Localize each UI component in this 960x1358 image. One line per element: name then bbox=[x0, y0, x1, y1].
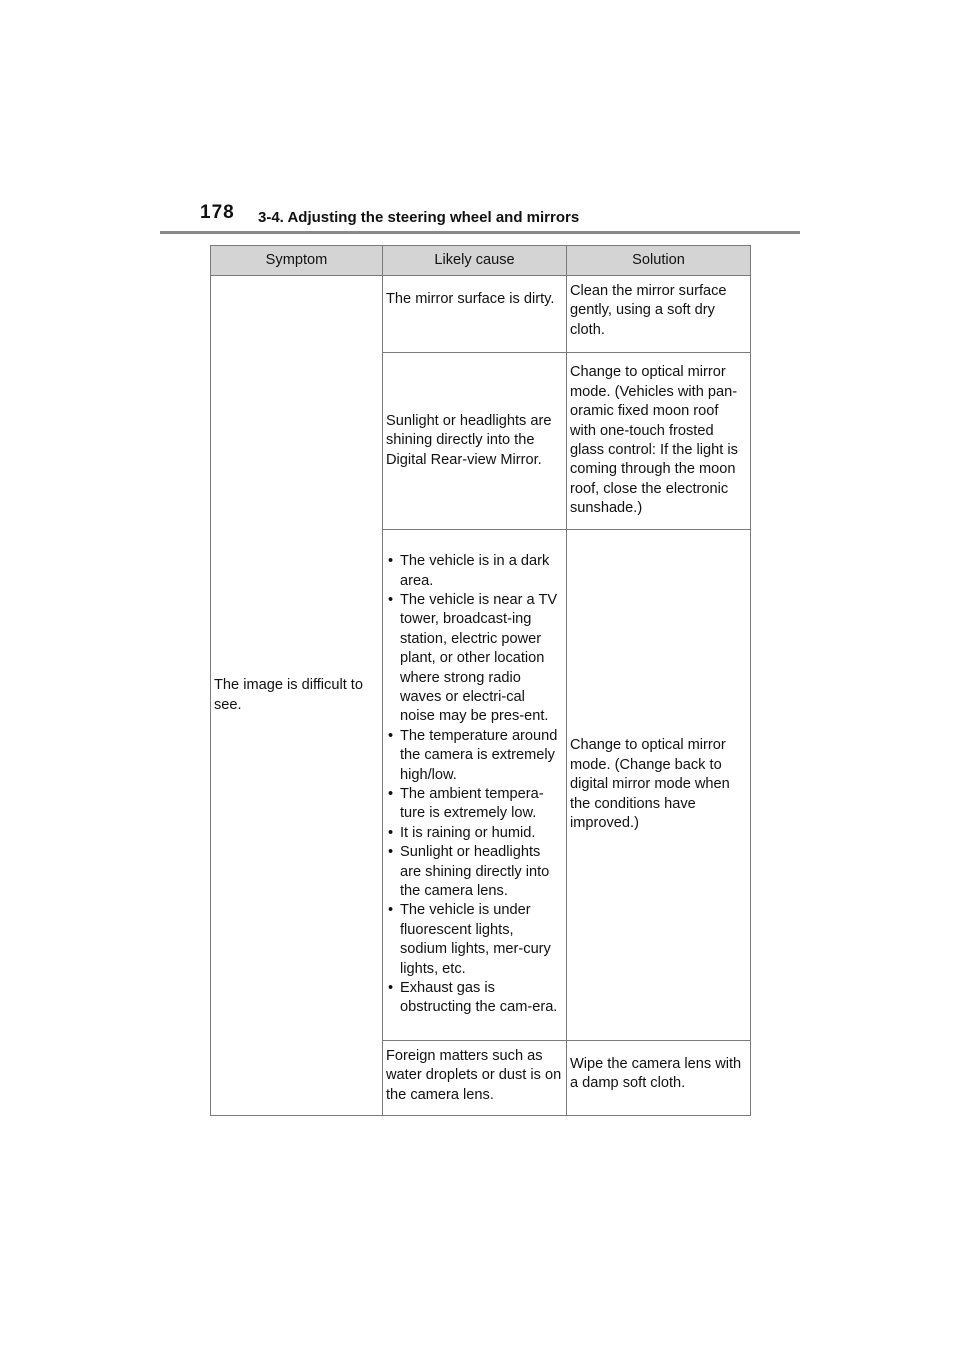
cause-cell: Foreign matters such as water droplets or dust is on the camera lens. bbox=[383, 1041, 567, 1116]
list-item: • The vehicle is in a dark area. bbox=[386, 552, 563, 591]
column-header-likely-cause: Likely cause bbox=[383, 246, 567, 276]
table-header-row bbox=[211, 246, 751, 276]
troubleshooting-table bbox=[210, 245, 751, 1116]
cause-list bbox=[386, 552, 563, 1018]
solution-cell: Change to optical mirror mode. (Change back to digital mirror mode when the conditions have improved.) bbox=[567, 530, 751, 1041]
cause-cell: The mirror surface is dirty. bbox=[383, 276, 567, 353]
list-item: • The ambient tempera-ture is extremely low. bbox=[386, 785, 563, 824]
list-item: • Sunlight or headlights are shining directly into the camera lens. bbox=[386, 843, 563, 901]
symptom-cell: The image is difficult to see. bbox=[211, 276, 383, 1116]
cause-cell: Sunlight or headlights are shining directly into the Digital Rear-view Mirror. bbox=[383, 353, 567, 530]
list-item: • The temperature around the camera is extremely high/low. bbox=[386, 727, 563, 785]
page-number: 178 bbox=[200, 202, 235, 223]
list-item: • The vehicle is near a TV tower, broadcast-ing station, electric power plant, or other location where strong radio waves or electri-cal noise may be pres-ent. bbox=[386, 591, 563, 727]
list-item: • The vehicle is under fluorescent lights, sodium lights, mer-cury lights, etc. bbox=[386, 901, 563, 979]
page-header bbox=[200, 200, 760, 232]
cause-cell bbox=[383, 530, 567, 1041]
solution-cell: Wipe the camera lens with a damp soft cloth. bbox=[567, 1041, 751, 1116]
list-item: • It is raining or humid. bbox=[386, 824, 563, 843]
section-title: 3-4. Adjusting the steering wheel and mirrors bbox=[258, 209, 580, 226]
list-item: • Exhaust gas is obstructing the cam-era. bbox=[386, 979, 563, 1018]
column-header-solution: Solution bbox=[567, 246, 751, 276]
table-row bbox=[211, 276, 751, 353]
column-header-symptom: Symptom bbox=[211, 246, 383, 276]
solution-cell: Change to optical mirror mode. (Vehicles with pan-oramic fixed moon roof with one-touch frosted glass control: If the light is coming through the moon roof, close the electronic sunshade.) bbox=[567, 353, 751, 530]
header-divider bbox=[160, 231, 800, 234]
solution-cell: Clean the mirror surface gently, using a soft dry cloth. bbox=[567, 276, 751, 353]
